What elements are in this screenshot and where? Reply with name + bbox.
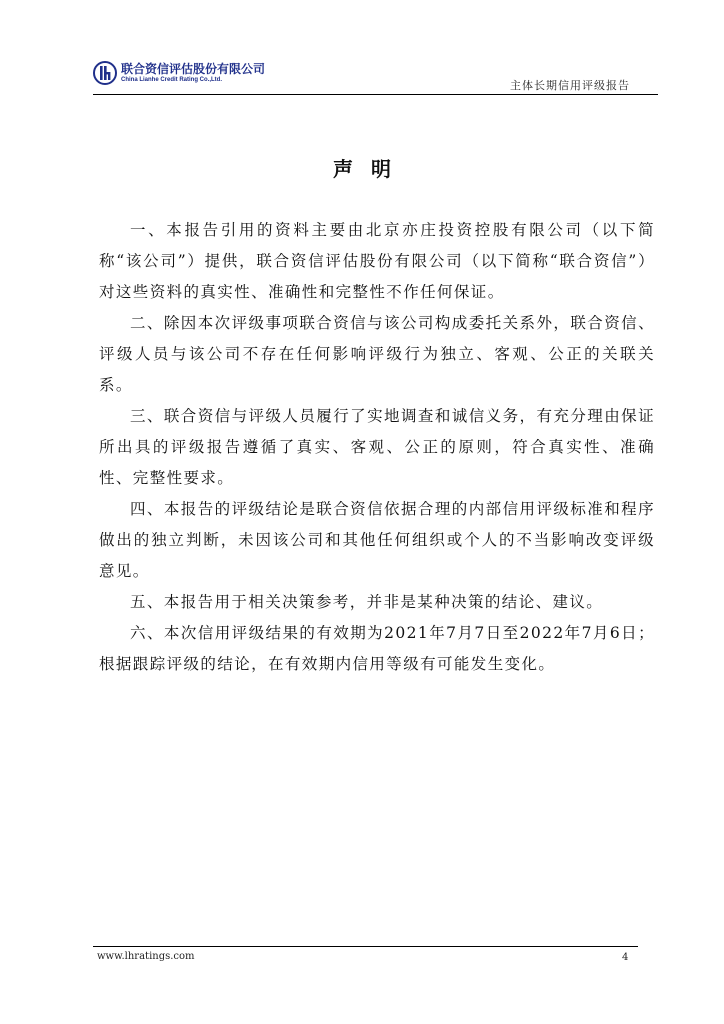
statement-paragraph-2: 二、除因本次评级事项联合资信与该公司构成委托关系外，联合资信、评级人员与该公司不存在任何影响评级行为独立、客观、公正的关联关系。 xyxy=(99,314,655,394)
statement-paragraph-1: 一、本报告引用的资料主要由北京亦庄投资控股有限公司（以下简称“该公司”）提供，联合资信评估股份有限公司（以下简称“联合资信”）对这些资料的真实性、准确性和完整性不作任何保证。 xyxy=(99,221,655,301)
lianhe-logo-icon xyxy=(93,61,117,85)
header-divider xyxy=(93,94,658,95)
footer-website-url: www.lhratings.com xyxy=(97,951,195,962)
page-header xyxy=(93,58,658,96)
report-type-label: 主体长期信用评级报告 xyxy=(510,79,630,92)
page-title: 声明 xyxy=(333,157,409,181)
statement-paragraph-6: 六、本次信用评级结果的有效期为2021年7月7日至2022年7月6日；根据跟踪评级的结论，在有效期内信用等级有可能发生变化。 xyxy=(99,624,655,673)
statement-paragraph-5: 五、本报告用于相关决策参考，并非是某种决策的结论、建议。 xyxy=(130,593,604,611)
logo-company-name-en: China Lianhe Credit Rating Co.,Ltd. xyxy=(121,77,222,83)
page-number: 4 xyxy=(622,952,629,963)
logo-company-name-cn: 联合资信评估股份有限公司 xyxy=(121,62,266,76)
company-logo xyxy=(93,58,265,88)
statement-paragraph-4: 四、本报告的评级结论是联合资信依据合理的内部信用评级标准和程序做出的独立判断，未因该公司和其他任何组织或个人的不当影响改变评级意见。 xyxy=(99,500,655,580)
statement-body xyxy=(99,215,655,680)
statement-paragraph-3: 三、联合资信与评级人员履行了实地调查和诚信义务，有充分理由保证所出具的评级报告遵循了真实、客观、公正的原则，符合真实性、准确性、完整性要求。 xyxy=(99,407,655,487)
footer-divider xyxy=(93,946,638,947)
